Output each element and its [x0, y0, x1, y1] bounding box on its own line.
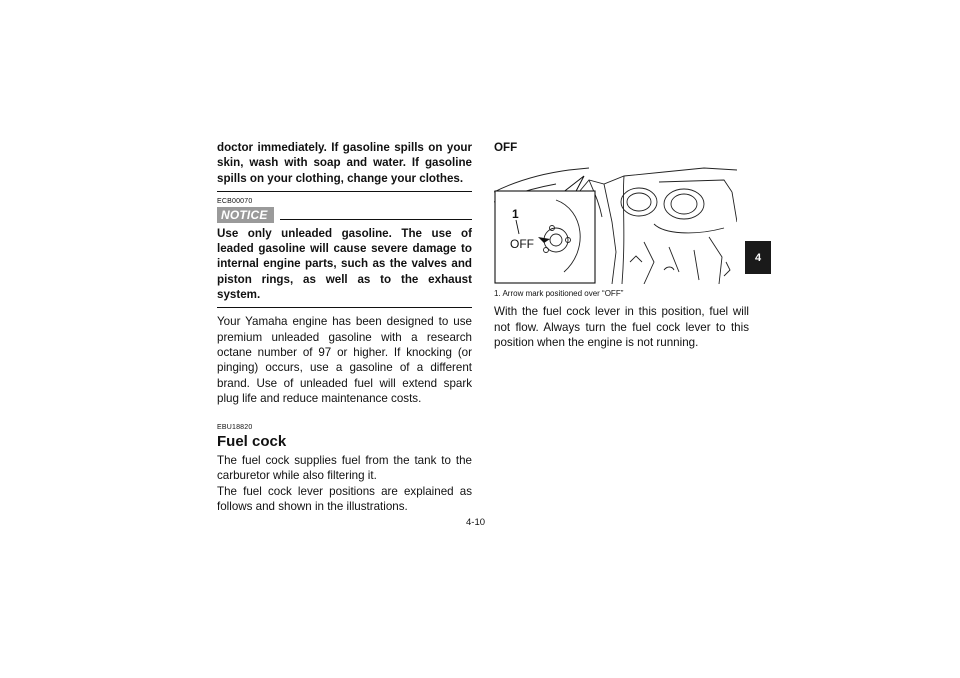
section-paragraph-1: The fuel cock supplies fuel from the tank to the carburetor while also filtering it.	[217, 454, 472, 483]
left-column	[217, 140, 472, 514]
notice-rule	[280, 219, 472, 220]
notice-end-rule	[217, 307, 472, 308]
page-number: 4-10	[466, 517, 486, 528]
figure-off-label: OFF	[510, 237, 534, 252]
notice-code: ECB00070	[217, 197, 253, 205]
fuel-cock-illustration	[494, 162, 737, 284]
notice-text: Use only unleaded gasoline. The use of leaded gasoline will cause severe damage to internal engine parts, such as the valves and piston rings, as well as to the exhaust system.	[217, 226, 472, 302]
figure-callout-number: 1	[512, 207, 519, 222]
notice-badge: NOTICE	[217, 207, 274, 223]
fuel-body-text: Your Yamaha engine has been designed to use premium unleaded gasoline with a research octane number of 97 or higher. If knocking (or pinging) occurs, use a gasoline of a different brand. Use of unleaded fuel will extend spark plug life and reduce maintenance costs.	[217, 315, 472, 405]
figure-caption: 1. Arrow mark positioned over “OFF”	[494, 289, 624, 299]
notice-header	[217, 207, 472, 223]
off-heading: OFF	[494, 141, 518, 154]
warning-continuation: doctor immediately. If gasoline spills on your skin, wash with soap and water. If gasoline spills on your clothing, change your clothes.	[217, 141, 472, 185]
chapter-tab: 4	[745, 241, 771, 274]
warning-end-rule	[217, 191, 472, 192]
section-code: EBU18820	[217, 424, 253, 432]
section-paragraph-2: The fuel cock lever positions are explained as follows and shown in the illustrations.	[217, 484, 472, 514]
section-title: Fuel cock	[217, 433, 287, 451]
off-body-text: With the fuel cock lever in this position, fuel will not flow. Always turn the fuel cock lever to this position when the engine is not running.	[494, 305, 749, 349]
right-column	[494, 140, 749, 350]
